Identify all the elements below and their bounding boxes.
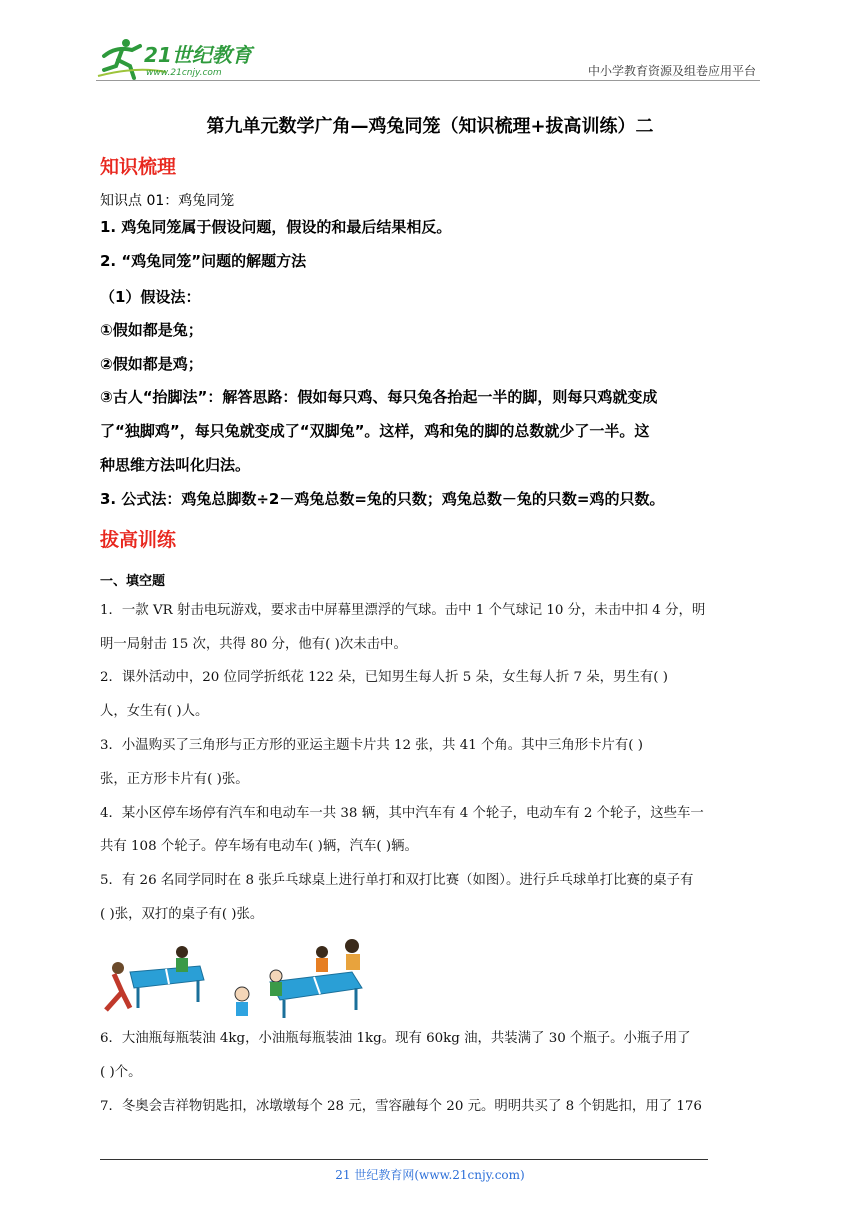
knowledge-point-title: 知识点 01：鸡兔同笼 [100,193,235,209]
logo-url: www.21cnjy.com [146,68,222,78]
fill-in-section-title: 一、填空题 [100,574,166,589]
knowledge-line-2: 2. “鸡兔同笼”问题的解题方法 [100,252,307,270]
site-logo [96,36,266,82]
question-1-line-a: 1．一款 VR 射击电玩游戏，要求击中屏幕里漂浮的气球。击中 1 个气球记 10 分，未击中扣 4 分，明 [100,603,706,618]
question-1-line-b: 明一局射击 15 次，共得 80 分，他有( )次未击中。 [100,637,407,652]
training-heading: 拔高训练 [100,529,177,551]
question-2-line-b: 人，女生有( )人。 [100,704,209,719]
platform-name: 中小学教育资源及组卷应用平台 [587,64,756,78]
knowledge-line-7: 3. 公式法：鸡兔总脚数÷2－鸡兔总数=兔的只数；鸡兔总数－兔的只数=鸡的只数。 [100,490,665,508]
singles-table-figure [106,946,204,1010]
footer-link[interactable]: 21 世纪教育网(www.21cnjy.com) [335,1168,525,1182]
question-7-line-a: 7．冬奥会吉祥物钥匙扣，冰墩墩每个 28 元，雪容融每个 20 元。明明共买了 8 个钥匙扣，用了 176 [100,1099,702,1114]
knowledge-heading: 知识梳理 [100,156,177,178]
doubles-table-figure [235,939,362,1018]
question-3-line-a: 3．小温购买了三角形与正方形的亚运主题卡片共 12 张，共 41 个角。其中三角形卡片有( ) [100,738,643,753]
knowledge-line-6b: 了“独脚鸡”，每只兔就变成了“双脚兔”。这样，鸡和兔的脚的总数就少了一半。这 [100,422,650,440]
question-2-line-a: 2．课外活动中，20 位同学折纸花 122 朵，已知男生每人折 5 朵，女生每人折 7 朵，男生有( ) [100,670,668,685]
knowledge-line-6c: 种思维方法叫化归法。 [100,456,251,474]
question-6-line-a: 6．大油瓶每瓶装油 4kg，小油瓶每瓶装油 1kg。现有 60kg 油，共装满了 30 个瓶子。小瓶子用了 [100,1031,691,1046]
question-3-line-b: 张，正方形卡片有( )张。 [100,772,249,787]
logo-text: 21世纪教育 [144,43,252,67]
knowledge-line-6a: ③古人“抬脚法”：解答思路：假如每只鸡、每只兔各抬起一半的脚，则每只鸡就变成 [100,388,658,406]
footer-divider [100,1159,708,1160]
question-4-line-a: 4．某小区停车场停有汽车和电动车一共 38 辆，其中汽车有 4 个轮子，电动车有 2 个轮子，这些车一 [100,806,704,821]
knowledge-line-5: ②假如都是鸡； [100,355,203,373]
ping-pong-illustration [100,936,370,1020]
question-5-line-a: 5．有 26 名同学同时在 8 张乒乓球桌上进行单打和双打比赛（如图）。进行乒乓球单打比赛的桌子有 [100,873,694,888]
question-4-line-b: 共有 108 个轮子。停车场有电动车( )辆，汽车( )辆。 [100,839,418,854]
knowledge-line-3: （1）假设法： [100,288,201,306]
question-5-line-b: ( )张，双打的桌子有( )张。 [100,907,264,922]
question-6-line-b: ( )个。 [100,1065,142,1080]
header-divider [96,80,760,81]
document-title: 第九单元数学广角—鸡兔同笼（知识梳理+拔高训练）二 [206,116,654,137]
knowledge-line-4: ①假如都是兔； [100,321,203,339]
knowledge-line-1: 1. 鸡兔同笼属于假设问题，假设的和最后结果相反。 [100,218,452,236]
